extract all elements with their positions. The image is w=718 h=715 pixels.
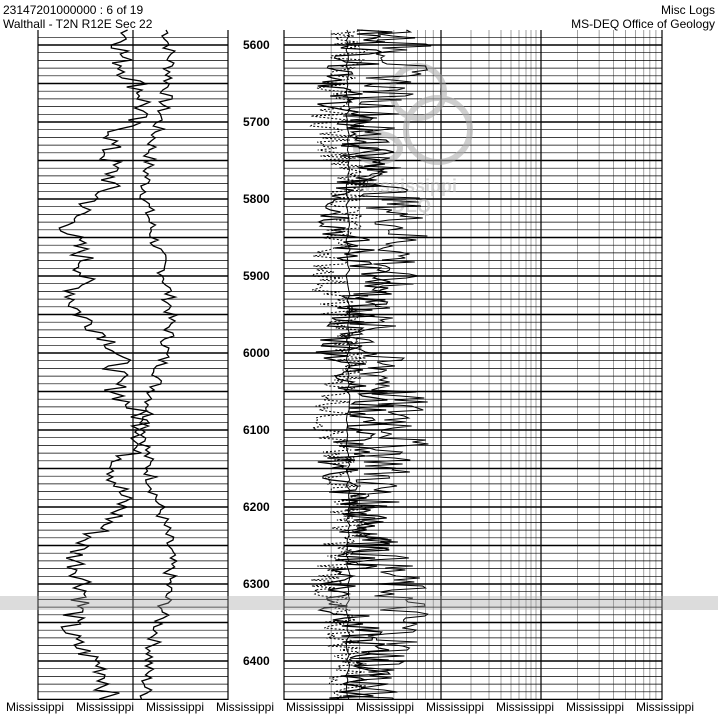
footer-label: Mississippi bbox=[75, 700, 134, 714]
well-location: Walthall - T2N R12E Sec 22 bbox=[3, 17, 153, 31]
footer-label: Mississippi bbox=[635, 700, 694, 714]
depth-label: 6000 bbox=[243, 346, 270, 360]
footer-label: Mississippi bbox=[5, 700, 64, 714]
log-curves bbox=[0, 30, 718, 700]
watermark-text-line2: DEQ bbox=[392, 196, 432, 216]
scan-artifact-band bbox=[0, 596, 718, 610]
depth-label: 5800 bbox=[243, 192, 270, 206]
log-type: Misc Logs bbox=[660, 3, 715, 17]
footer-label: Mississippi bbox=[425, 700, 484, 714]
agency-name: MS-DEQ Office of Geology bbox=[571, 17, 715, 31]
footer-label: Mississippi bbox=[215, 700, 274, 714]
watermark-text-line1: Mississippi bbox=[360, 176, 458, 196]
footer-label: Mississippi bbox=[565, 700, 624, 714]
depth-label: 6200 bbox=[243, 500, 270, 514]
footer-label: Mississippi bbox=[355, 700, 414, 714]
depth-label: 6100 bbox=[243, 423, 270, 437]
document-id: 23147201000000 : 6 of 19 bbox=[3, 3, 144, 17]
depth-label: 6400 bbox=[243, 654, 270, 668]
depth-label: 5700 bbox=[243, 115, 270, 129]
depth-label: 5900 bbox=[243, 269, 270, 283]
depth-label: 5600 bbox=[243, 38, 270, 52]
footer-label: Mississippi bbox=[495, 700, 554, 714]
footer-watermark-strip bbox=[0, 700, 718, 715]
depth-label: 6300 bbox=[243, 577, 270, 591]
depth-labels bbox=[243, 38, 270, 668]
footer-label: Mississippi bbox=[145, 700, 204, 714]
footer-label: Mississippi bbox=[285, 700, 344, 714]
